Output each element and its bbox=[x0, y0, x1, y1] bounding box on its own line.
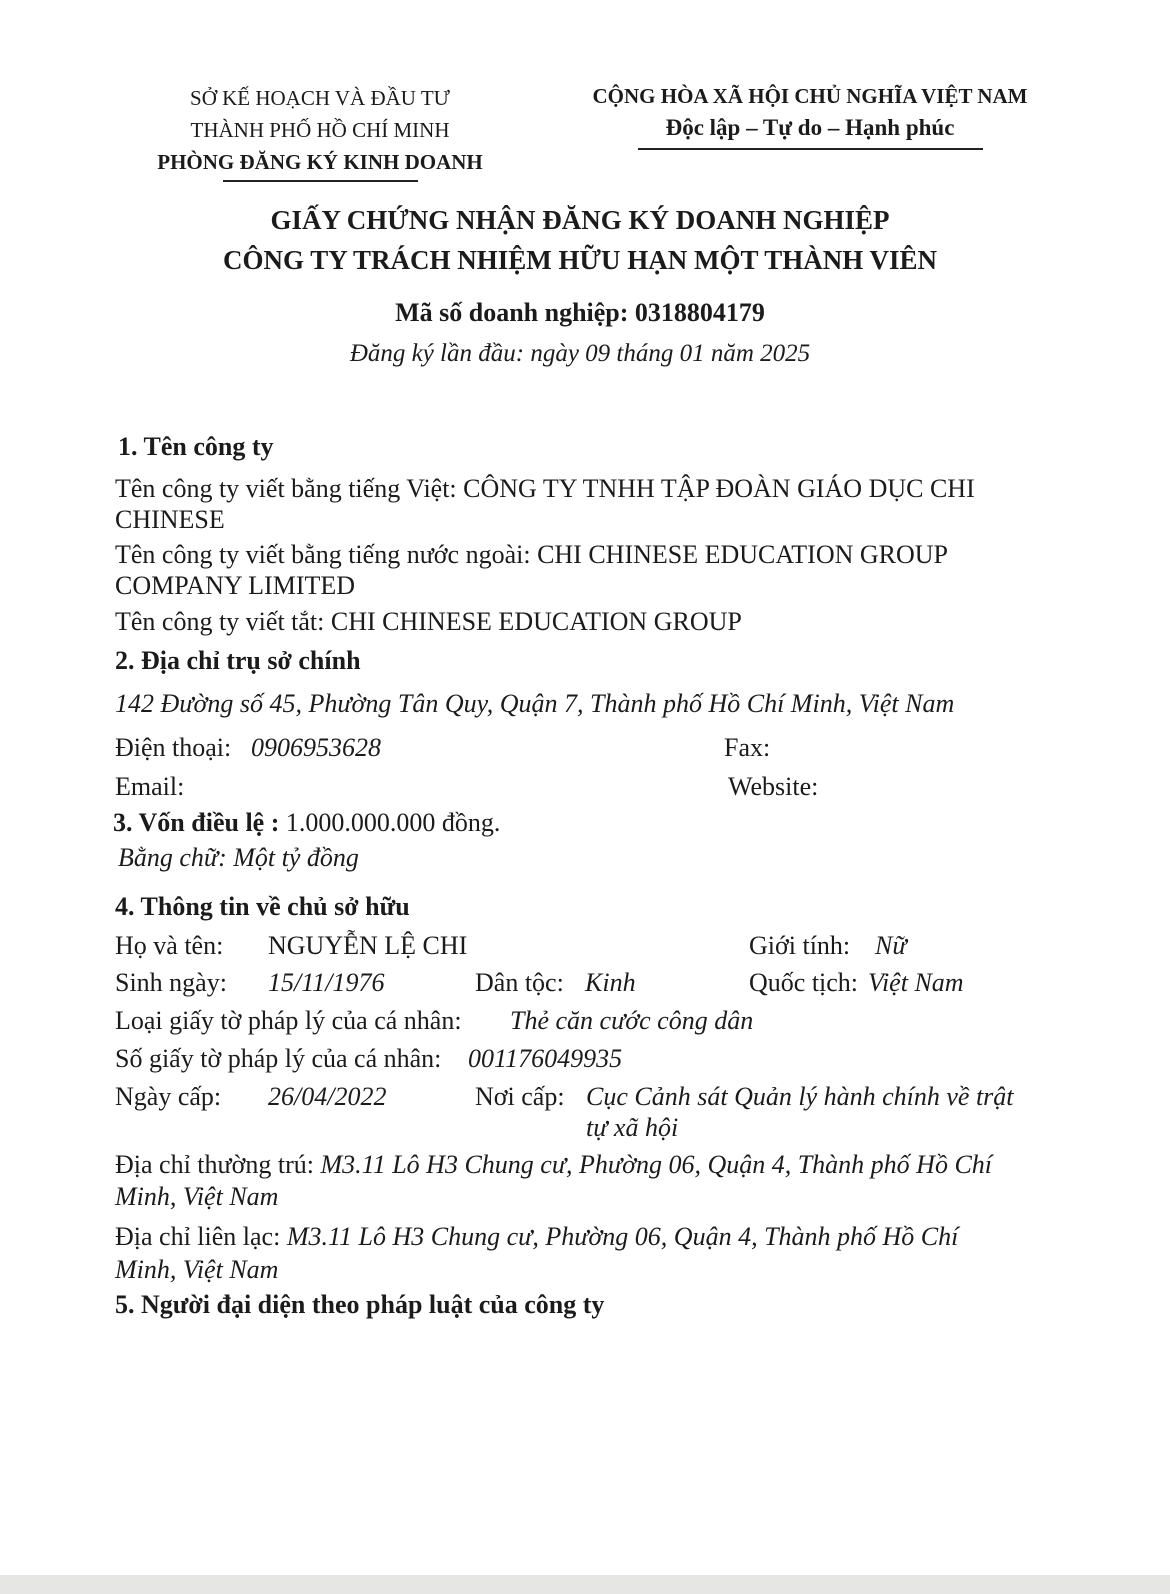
capital-in-words: Bằng chữ: Một tỷ đồng bbox=[118, 843, 359, 872]
issue-date-value: 26/04/2022 bbox=[268, 1082, 387, 1111]
motto-underline bbox=[638, 148, 983, 150]
section-5-heading: 5. Người đại diện theo pháp luật của công ty bbox=[115, 1290, 605, 1319]
contact-address-line-1: M3.11 Lô H3 Chung cư, Phường 06, Quận 4, Thành phố Hồ Chí bbox=[286, 1222, 959, 1251]
phone-label: Điện thoại: bbox=[115, 733, 232, 762]
vietnamese-name-line-2: CHINESE bbox=[115, 505, 225, 534]
national-header bbox=[560, 80, 1060, 150]
contact-address-line-2: Minh, Việt Nam bbox=[115, 1255, 279, 1284]
email-label: Email: bbox=[115, 772, 185, 801]
issuing-authority bbox=[110, 82, 530, 182]
document-title bbox=[0, 200, 1160, 280]
foreign-name-line-1: Tên công ty viết bằng tiếng nước ngoài: CHI CHINESE EDUCATION GROUP bbox=[115, 540, 949, 569]
permanent-address bbox=[115, 1150, 992, 1180]
nationality-label: Quốc tịch: bbox=[749, 968, 859, 997]
issue-place-label: Nơi cấp: bbox=[475, 1082, 565, 1111]
authority-line-2: THÀNH PHỐ HỒ CHÍ MINH bbox=[190, 118, 450, 142]
phone-value: 0906953628 bbox=[251, 733, 381, 762]
fax-label: Fax: bbox=[724, 733, 771, 762]
title-line-2: CÔNG TY TRÁCH NHIỆM HỮU HẠN MỘT THÀNH VIÊN bbox=[222, 245, 938, 275]
owner-name-label: Họ và tên: bbox=[115, 931, 224, 960]
head-office-address: 142 Đường số 45, Phường Tân Quy, Quận 7, Thành phố Hồ Chí Minh, Việt Nam bbox=[115, 689, 955, 718]
permanent-address-label: Địa chỉ thường trú: bbox=[115, 1150, 314, 1179]
ethnicity-label: Dân tộc: bbox=[475, 968, 564, 997]
permanent-address-line-1: M3.11 Lô H3 Chung cư, Phường 06, Quận 4, Thành phố Hồ Chí bbox=[320, 1150, 993, 1179]
vietnamese-name-line-1: Tên công ty viết bằng tiếng Việt: CÔNG TY TNHH TẬP ĐOÀN GIÁO DỤC CHI bbox=[115, 474, 975, 503]
dob-label: Sinh ngày: bbox=[115, 968, 227, 997]
enterprise-code: Mã số doanh nghiệp: 0318804179 bbox=[395, 298, 765, 327]
section-3-heading: 3. Vốn điều lệ : bbox=[113, 808, 280, 837]
id-type-label: Loại giấy tờ pháp lý của cá nhân: bbox=[115, 1006, 462, 1035]
charter-capital-amount: 1.000.000.000 đồng. bbox=[285, 808, 501, 837]
nationality-value: Việt Nam bbox=[868, 968, 964, 997]
title-line-1: GIẤY CHỨNG NHẬN ĐĂNG KÝ DOANH NGHIỆP bbox=[270, 205, 890, 235]
authority-line-3: PHÒNG ĐĂNG KÝ KINH DOANH bbox=[157, 150, 483, 174]
website-label: Website: bbox=[728, 772, 819, 801]
national-name: CỘNG HÒA XÃ HỘI CHỦ NGHĨA VIỆT NAM bbox=[592, 84, 1028, 108]
id-number-value: 001176049935 bbox=[468, 1044, 623, 1073]
section-1-heading: 1. Tên công ty bbox=[118, 432, 274, 461]
permanent-address-line-2: Minh, Việt Nam bbox=[115, 1182, 279, 1211]
gender-value: Nữ bbox=[875, 931, 907, 960]
national-motto: Độc lập – Tự do – Hạnh phúc bbox=[665, 115, 955, 140]
issue-place-line-1: Cục Cảnh sát Quản lý hành chính về trật bbox=[586, 1082, 1014, 1111]
contact-address bbox=[115, 1222, 958, 1252]
section-4-heading: 4. Thông tin về chủ sở hữu bbox=[115, 892, 410, 921]
foreign-name-line-2: COMPANY LIMITED bbox=[115, 571, 356, 600]
section-2-heading: 2. Địa chỉ trụ sở chính bbox=[115, 646, 361, 675]
first-registration-date: Đăng ký lần đầu: ngày 09 tháng 01 năm 2025 bbox=[349, 340, 811, 367]
authority-line-1: SỞ KẾ HOẠCH VÀ ĐẦU TƯ bbox=[190, 86, 450, 110]
charter-capital bbox=[113, 808, 500, 838]
issue-date-label: Ngày cấp: bbox=[115, 1082, 222, 1111]
gender-label: Giới tính: bbox=[749, 931, 851, 960]
authority-underline bbox=[223, 180, 418, 182]
short-name: Tên công ty viết tắt: CHI CHINESE EDUCATION GROUP bbox=[115, 607, 742, 636]
scan-bottom-edge bbox=[0, 1575, 1170, 1594]
id-type-value: Thẻ căn cước công dân bbox=[510, 1006, 754, 1035]
dob-value: 15/11/1976 bbox=[268, 968, 385, 997]
id-number-label: Số giấy tờ pháp lý của cá nhân: bbox=[115, 1044, 442, 1073]
ethnicity-value: Kinh bbox=[585, 968, 636, 997]
owner-name-value: NGUYỄN LỆ CHI bbox=[268, 931, 468, 960]
issue-place-line-2: tự xã hội bbox=[586, 1113, 679, 1142]
contact-address-label: Địa chỉ liên lạc: bbox=[115, 1222, 281, 1251]
